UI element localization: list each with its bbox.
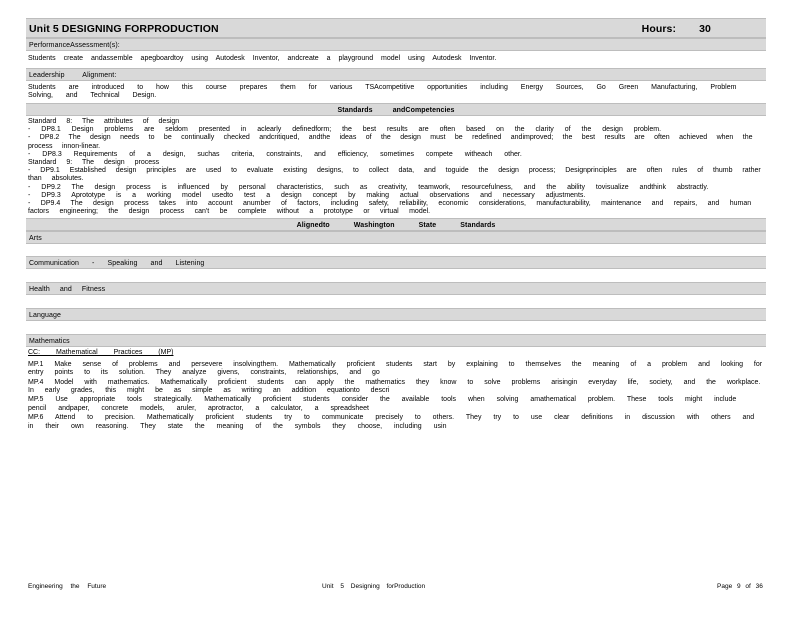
footer-unit: Unit 5 Designing forProduction (322, 583, 426, 590)
standards-heading (26, 103, 766, 116)
leadership-heading: Leadership Alignment: (26, 68, 766, 81)
hours-value: 30 (699, 23, 711, 35)
standards-line: Standard 8: The attributes of design (28, 118, 180, 125)
standards-heading-label: Standards andCompetencies (337, 107, 455, 114)
footer-course: Engineering the Future (28, 583, 107, 590)
language-heading: Language (26, 308, 766, 321)
unit-title-bar (26, 18, 766, 38)
standards-line: - DP9.4 The design process takes into account anumber of factors, including safety, reliability, economic considerations, manufacturability, maintenance and repairs, and human factors engineering; the design process can't be complete without a prototype or virtual model. (28, 200, 752, 216)
hours-block (642, 19, 711, 38)
standards-line: - DP8.3 Requirements of a design, suchas criteria, constraints, and efficiency, sometimes compete witheach other. (28, 150, 522, 158)
unit-title: Unit 5 DESIGNING FORPRODUCTION (29, 23, 219, 35)
footer-page-number: Page 9 of 36 (717, 583, 763, 590)
math-practice: MP.6 Attend to precision. Mathematically proficient students try to communicate precisely to others. They try to use clear definitions in discussion with others and in their own reasoning. They state the meaning of the symbols they choose, including usin (28, 414, 755, 430)
standards-line: - DP8.2 The design needs to be continually checked andcritiqued, andthe ideas of the design must be redefined andimproved; the best results are often achieved when the process innon-linear. (28, 134, 753, 150)
mathematics-heading: Mathematics (26, 334, 766, 347)
standards-line: - DP9.3 Aprototype is a working model usedto test a design concept by making actual observations and necessary adjustments. (28, 191, 586, 199)
aligned-heading-label: Alignedto Washington State Standards (296, 222, 496, 230)
standards-line: Standard 9: The design process (28, 159, 160, 167)
standards-line: - DP9.2 The design process is influenced by personal characteristics, such as creativity, teamwork, resourcefulness, and the ability tovisualize andthink abstractly. (28, 183, 709, 191)
aligned-heading (26, 218, 766, 231)
math-practice: MP.4 Model with mathematics. Mathematically proficient students can apply the mathematics they know to solve problems arisingin everyday life, society, and the workplace. In early grades, this might be as simple as writing an addition equationto descri (28, 378, 761, 394)
math-subheading: CC: Mathematical Practices (MP) (28, 349, 174, 357)
health-heading: Health and Fitness (26, 282, 766, 295)
communication-heading: Communication - Speaking and Listening (26, 256, 766, 269)
math-practice: MP.1 Make sense of problems and persevere insolvingthem. Mathematically proficient students start by explaining to themselves the meaning of a problem and looking for entry points to its solution. They analyze givens, constraints, relationships, and go (28, 360, 763, 376)
standards-line: - DP9.1 Established design principles are used to evaluate existing designs, to collect data, and toguide the design process; Designprinciples are often rules of thumb rather than absolutes. (28, 167, 761, 183)
standards-list (26, 116, 766, 218)
leadership-text: Students are introduced to how this course prepares them for various TSAcompetitive opportunities including Energy Sources, Go Green Manufacturing, Problem Solving, and Technical Design. (28, 84, 737, 99)
performance-heading: PerformanceAssessment(s): (26, 38, 766, 51)
performance-text: Students create andassemble apegboardtoy using Autodesk Inventor, andcreate a playground model using Autodesk Inventor. (28, 55, 497, 62)
hours-label: Hours: (641, 23, 677, 35)
document-page (26, 18, 766, 432)
standards-line: - DP8.1 Design problems are seldom presented in aclearly definedform; the best results are often based on the clarity of the design problem. (28, 126, 662, 134)
math-practice: MP.5 Use appropriate tools strategically. Mathematically proficient students consider the available tools when solving amathematical problem. These tools might include pencil andpaper, concrete models, aruler, aprotractor, a calculator, a spreadsheet (28, 396, 737, 412)
math-practices-list (26, 347, 766, 430)
arts-heading: Arts (26, 231, 766, 244)
